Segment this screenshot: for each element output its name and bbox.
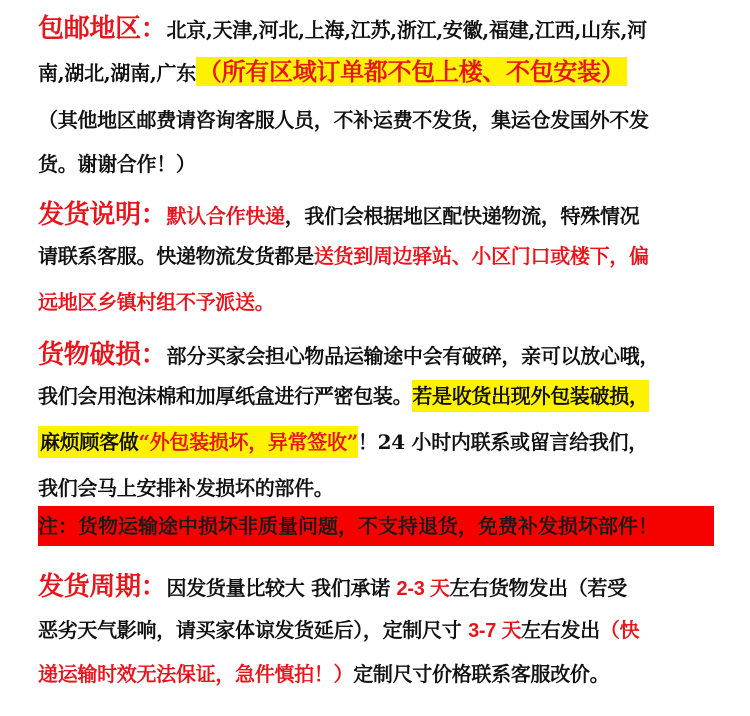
no-upstairs-highlight: （所有区域订单都不包上楼、不包安装） xyxy=(197,57,625,86)
cycle-line-1 xyxy=(38,566,627,603)
damage-text-4: 我们会马上安排补发损坏的部件。 xyxy=(38,476,334,500)
shipping-notes-line-1 xyxy=(38,194,639,231)
shipping-notes-red-3: 远地区乡镇村组不予派送。 xyxy=(38,290,275,314)
shipping-notes-red-1: 默认合作快递 xyxy=(166,204,285,228)
damage-highlight-1: 若是收货出现外包装破损， xyxy=(412,380,648,412)
cycle-red-2b: （快 xyxy=(599,618,640,642)
shipping-notes-heading: 发货说明： xyxy=(38,200,167,230)
cycle-text-1a: 因发货量比较大 我们承诺 xyxy=(166,576,397,600)
damage-line-4 xyxy=(38,472,334,501)
shipping-area-line-2 xyxy=(38,52,627,87)
shipping-area-text-1: 北京,天津,河北,上海,江苏,浙江,安徽,福建,江西,山东,河 xyxy=(166,18,647,42)
shipping-area-heading: 包邮地区： xyxy=(38,14,167,44)
shipping-notes-line-2 xyxy=(38,240,649,269)
shipping-notes-text-1: ，我们会根据地区配快递物流，特殊情况 xyxy=(284,204,640,228)
shipping-area-text-4: 货。谢谢合作！） xyxy=(38,152,196,176)
damage-line-2 xyxy=(38,380,649,409)
shipping-notes-red-2: 送货到周边驿站、小区门口或楼下，偏 xyxy=(313,244,649,268)
shipping-area-text-3: （其他地区邮费请咨询客服人员，不补运费不发货，集运仓发国外不发 xyxy=(38,108,649,132)
cycle-red-1: 2-3 天 xyxy=(396,578,450,600)
shipping-area-line-4 xyxy=(38,148,196,177)
shipping-notes-line-3 xyxy=(38,286,274,315)
cycle-text-2a: 恶劣天气影响，请买家体谅发货延后），定制尺寸 xyxy=(38,618,469,642)
cycle-text-2b: 左右发出 xyxy=(521,618,600,642)
cycle-red-3: 递运输时效无法保证，急件慎拍！） xyxy=(38,662,354,686)
cycle-text-1b: 左右货物发出（若受 xyxy=(449,576,627,600)
damage-highlight-2-red: “外包装损坏，异常签收” xyxy=(138,430,358,454)
notice-bar-text: 注：货物运输途中损坏非质量问题，不支持退货，免费补发损坏部件！ xyxy=(38,514,658,538)
cycle-text-3: 定制尺寸价格联系客服改价。 xyxy=(353,662,610,686)
damage-highlight-2-text: 麻烦顾客做 xyxy=(40,430,139,454)
shipping-notes-text-2: 请联系客服。快递物流发货都是 xyxy=(38,244,314,268)
shipping-area-line-1 xyxy=(38,8,647,45)
notice-bar xyxy=(38,506,714,546)
cycle-line-2 xyxy=(38,614,639,643)
damage-highlight-2 xyxy=(38,426,358,458)
damage-text-2: 我们会用泡沫棉和加厚纸盒进行严密包装。 xyxy=(38,384,413,408)
damage-text-1: 部分买家会担心物品运输途中会有破碎，亲可以放心哦， xyxy=(166,344,660,368)
damage-heading: 货物破损： xyxy=(38,340,167,370)
shipping-area-line-3 xyxy=(38,104,649,133)
damage-line-1 xyxy=(38,334,659,371)
cycle-line-3 xyxy=(38,658,609,687)
cycle-red-2: 3-7 天 xyxy=(468,620,522,642)
damage-text-3: ！24 小时内联系或留言给我们， xyxy=(357,430,648,454)
cycle-heading: 发货周期： xyxy=(38,572,167,602)
damage-line-3 xyxy=(38,426,648,455)
shipping-area-text-2: 南,湖北,湖南,广东 xyxy=(38,61,196,85)
